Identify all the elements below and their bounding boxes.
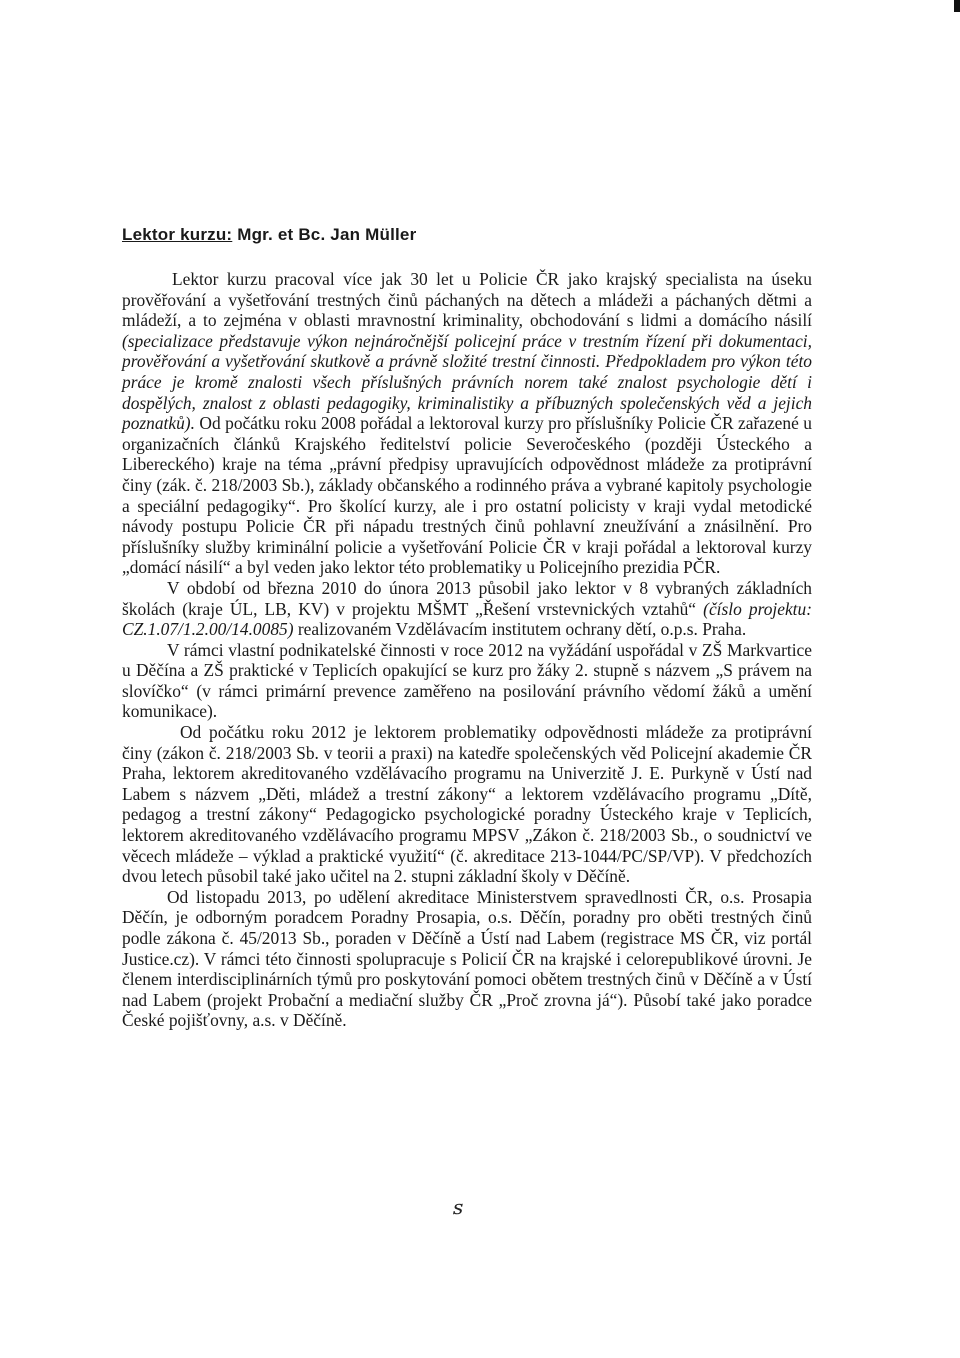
paragraph-2-part-c: realizovaném Vzdělávacím institutem ochrany dětí, o.p.s. Praha. — [293, 619, 747, 640]
paragraph-1 — [122, 269, 812, 578]
handwritten-initial: ꜱ — [453, 1197, 464, 1219]
paragraph-1-italic: (specializace představuje výkon nejnáročnější policejní práce v trestním řízení při dokumentaci, prověřování a vyšetřování skutkově a právně složité trestní činnosti. Předpokladem pro výkon této práce je kromě znalosti všech příslušných právních norem také znalost psychologie dětí i dospělých, znalost z oblasti pedagogiky, kriminalistiky a příbuzných společenských věd a jejich poznatků). — [122, 330, 812, 434]
paragraph-2-part-a: V období od března 2010 do února 2013 působil jako lektor v 8 vybraných základních školách (kraje ÚL, LB, KV) v projektu MŠMT „Řešení vrstevnických vztahů“ — [122, 577, 812, 619]
lecturer-label: Lektor kurzu: — [122, 225, 233, 244]
paragraph-4: Od počátku roku 2012 je lektorem problematiky odpovědnosti mládeže za protiprávní činy (zákon č. 218/2003 Sb. v teorii a praxi) na katedře společenských věd Policejní akademie ČR Praha, lektorem akreditovaného vzdělávacího programu na Univerzitě J. E. Purkyně v Ústí nad Labem s názvem „Děti, mládež a trestní zákony“ a lektorem vzdělávacího programu „Dítě, pedagog a trestní zákony“ Pedagogicko psychologické poradny Ústeckého kraje v Teplicích, lektorem akreditovaného vzdělávacího programu MPSV „Zákon č. 218/2003 Sb., o soudnictví ve věcech mládeže – výklad a praktické využití“ (č. akreditace 213-1044/PC/SP/VP). V předchozích dvou letech působil také jako učitel na 2. stupni základní školy v Děčíně. — [122, 722, 812, 887]
paragraph-1-part-a: Lektor kurzu pracoval více jak 30 let u Policie ČR jako krajský specialista na úseku prověřování a vyšetřování trestných činů páchaných na dětech a mládeži a páchaných dětmi a mládeží, a to zejména v oblasti mravnostní kriminality, obchodování s lidmi a domácího násilí — [122, 269, 812, 331]
paragraph-1-part-c: Od počátku roku 2008 pořádal a lektoroval kurzy pro příslušníky Policie ČR zařazené u organizačních článků Krajského ředitelství policie Severočeského (později Ústeckého a Libereckého) kraje na téma „právní předpisy upravujících odpovědnost mládeže za protiprávní činy (zák. č. 218/2003 Sb.), základy občanského a rodinného práva a vybrané kapitoly psychologie a speciální pedagogiky“. Pro školící kurzy, ale i pro ostatní policisty v kraji vydal metodické návody postupu Policie ČR při nápadu trestných činů pohlavní zneužívání a znásilnění. Pro příslušníky služby kriminální policie a vyšetřování Policie ČR v kraji pořádal a lektoroval kurzy „domácí násilí“ a byl veden jako lektor této problematiky u Policejního prezidia PČR. — [122, 413, 812, 578]
lecturer-header — [122, 225, 812, 245]
paragraph-2-italic: (číslo projektu: CZ.1.07/1.2.00/14.0085) — [122, 598, 813, 640]
document-page — [122, 225, 812, 1031]
paragraph-5: Od listopadu 2013, po udělení akreditace Ministerstvem spravedlnosti ČR, o.s. Prosapia Děčín, je odborným poradcem Poradny Prosapia, o.s. Děčín, poradny pro oběti trestných činů podle zákona č. 45/2013 Sb., poraden v Děčíně a Ústí nad Labem (registrace MS ČR, viz portál Justice.cz). V rámci této činnosti spolupracuje s Policií ČR na krajské i celorepublikové úrovni. Je členem interdisciplinárních týmů pro poskytování pomoci obětem trestných činů v Děčíně a v Ústí nad Labem (projekt Probační a mediační služby ČR „Proč zrovna já“). Působí také jako poradce České pojišťovny, a.s. v Děčíně. — [122, 886, 812, 1031]
lecturer-name: Mgr. et Bc. Jan Müller — [237, 225, 417, 244]
page-edge-mark — [954, 0, 960, 12]
paragraph-3: V rámci vlastní podnikatelské činnosti v roce 2012 na vyžádání uspořádal v ZŠ Markvartice u Děčína a ZŠ praktické v Teplicích opakující se kurz pro žáky 2. stupně s názvem „S právem na slovíčko“ (v rámci primární prevence zaměřeno na posilování právního vědomí žáků a umění komunikace). — [122, 639, 812, 722]
lecturer-bio — [122, 269, 812, 1031]
paragraph-2 — [122, 578, 812, 640]
